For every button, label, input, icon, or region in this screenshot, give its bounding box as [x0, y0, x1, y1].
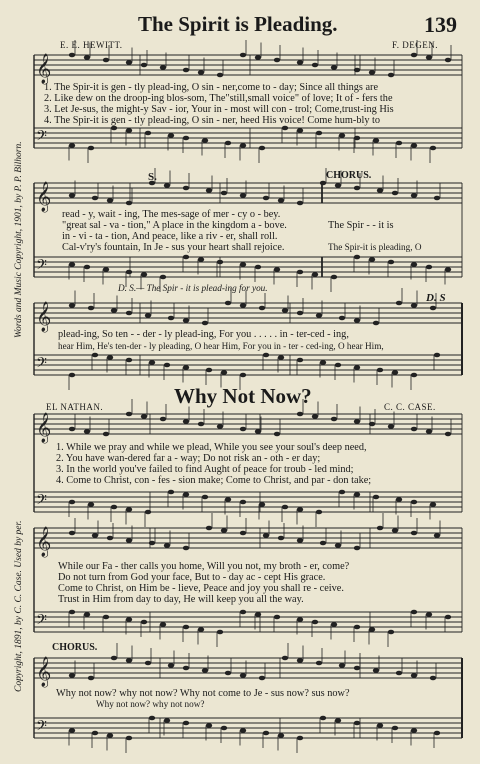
- notehead: [331, 65, 337, 70]
- notehead: [164, 543, 170, 548]
- notehead: [145, 661, 151, 666]
- notehead: [396, 301, 402, 306]
- notehead: [331, 622, 337, 627]
- notehead: [202, 321, 208, 326]
- notehead: [221, 191, 227, 196]
- notehead: [126, 358, 132, 363]
- notehead: [240, 728, 246, 733]
- staff-h1-s1-treble: [34, 55, 462, 75]
- staff-h2-s1-treble: [34, 414, 462, 434]
- notehead: [160, 622, 166, 627]
- notehead: [377, 368, 383, 373]
- hymn-2-composer: C. C. CASE.: [384, 402, 436, 412]
- notehead: [126, 538, 132, 543]
- notehead: [126, 270, 132, 275]
- notehead: [392, 191, 398, 196]
- treble-clef-icon: 𝄞: [36, 657, 52, 687]
- notehead: [198, 257, 204, 262]
- h1-chorus-line-b: The Spir-it is pleading, O: [328, 242, 422, 252]
- notehead: [206, 526, 212, 531]
- notehead: [297, 270, 303, 275]
- h1-s1-verse-2: 2. Like dew on the droop-ing blos-som, The"still,small voice" of love; It of - fers the: [44, 93, 393, 104]
- notehead: [255, 429, 261, 434]
- bass-clef-icon: 𝄢: [36, 718, 47, 738]
- notehead: [339, 133, 345, 138]
- notehead: [240, 531, 246, 536]
- notehead: [255, 612, 261, 617]
- notehead: [297, 60, 303, 65]
- h1-s2-verse-4: Cal-v'ry's fountain, In Je - sus your heart shall rejoice.: [62, 242, 285, 253]
- notehead: [316, 313, 322, 318]
- h1-s3-line-1: plead-ing, So ten - - der - ly plead-ing, For you . . . . . in - ter-ced - ing,: [58, 329, 349, 340]
- h1-chorus-label: CHORUS.: [326, 170, 372, 181]
- notehead: [282, 126, 288, 131]
- notehead: [388, 260, 394, 265]
- notehead: [168, 663, 174, 668]
- notehead: [434, 196, 440, 201]
- notehead: [335, 363, 341, 368]
- notehead: [221, 726, 227, 731]
- notehead: [206, 368, 212, 373]
- notehead: [434, 731, 440, 736]
- notehead: [164, 183, 170, 188]
- notehead: [411, 500, 417, 505]
- notehead: [388, 73, 394, 78]
- notehead: [111, 308, 117, 313]
- notehead: [183, 186, 189, 191]
- notehead: [278, 355, 284, 360]
- notehead: [111, 505, 117, 510]
- notehead: [183, 136, 189, 141]
- notehead: [107, 536, 113, 541]
- notehead: [316, 661, 322, 666]
- notehead: [183, 419, 189, 424]
- bass-clef-icon: 𝄢: [36, 492, 47, 512]
- notehead: [278, 733, 284, 738]
- notehead: [445, 615, 451, 620]
- h1-s1-verse-3: 3. Let Je-sus, the might-y Sav - ior, Your in - most will con - trol; Come,trust-ing His: [44, 104, 394, 115]
- notehead: [240, 262, 246, 267]
- notehead: [240, 53, 246, 58]
- treble-clef-icon: 𝄞: [36, 54, 52, 84]
- notehead: [426, 612, 432, 617]
- notehead: [103, 267, 109, 272]
- notehead: [335, 718, 341, 723]
- notehead: [141, 63, 147, 68]
- notehead: [259, 146, 265, 151]
- hymn-2-lyricist: EL NATHAN.: [46, 402, 104, 412]
- notehead: [69, 531, 75, 536]
- notehead: [297, 658, 303, 663]
- notehead: [126, 128, 132, 133]
- notehead: [297, 128, 303, 133]
- notehead: [259, 676, 265, 681]
- notehead: [160, 417, 166, 422]
- notehead: [263, 353, 269, 358]
- notehead: [103, 432, 109, 437]
- notehead: [411, 610, 417, 615]
- notehead: [411, 262, 417, 267]
- notehead: [430, 306, 436, 311]
- notehead: [240, 373, 246, 378]
- notehead: [126, 736, 132, 741]
- h1-s-mark: S.: [148, 171, 157, 183]
- h2-chorus-label: CHORUS.: [52, 642, 98, 653]
- notehead: [369, 422, 375, 427]
- notehead: [141, 414, 147, 419]
- notehead: [217, 630, 223, 635]
- notehead: [335, 183, 341, 188]
- notehead: [126, 658, 132, 663]
- notehead: [274, 267, 280, 272]
- notehead: [168, 490, 174, 495]
- notehead: [411, 673, 417, 678]
- notehead: [84, 265, 90, 270]
- notehead: [426, 429, 432, 434]
- notehead: [430, 676, 436, 681]
- notehead: [373, 321, 379, 326]
- notehead: [126, 507, 132, 512]
- notehead: [312, 620, 318, 625]
- notehead: [126, 617, 132, 622]
- notehead: [354, 136, 360, 141]
- notehead: [282, 505, 288, 510]
- notehead: [217, 424, 223, 429]
- notehead: [221, 370, 227, 375]
- notehead: [445, 432, 451, 437]
- notehead: [278, 198, 284, 203]
- notehead: [259, 502, 265, 507]
- treble-clef-icon: 𝄞: [36, 182, 52, 212]
- notehead: [392, 528, 398, 533]
- notehead: [69, 728, 75, 733]
- notehead: [388, 424, 394, 429]
- notehead: [354, 492, 360, 497]
- notehead: [126, 412, 132, 417]
- notehead: [69, 427, 75, 432]
- notehead: [240, 303, 246, 308]
- notehead: [369, 70, 375, 75]
- notehead: [411, 143, 417, 148]
- notehead: [297, 201, 303, 206]
- notehead: [339, 663, 345, 668]
- notehead: [145, 313, 151, 318]
- notehead: [331, 275, 337, 280]
- h2-s1-verse-3: 3. In the world you've failed to find Aught of peace for troub - led mind;: [56, 464, 354, 475]
- bass-clef-icon: 𝄢: [36, 128, 47, 148]
- notehead: [411, 193, 417, 198]
- notehead: [183, 365, 189, 370]
- notehead: [88, 676, 94, 681]
- notehead: [263, 196, 269, 201]
- notehead: [111, 656, 117, 661]
- notehead: [198, 627, 204, 632]
- notehead: [225, 497, 231, 502]
- notehead: [316, 131, 322, 136]
- notehead: [126, 201, 132, 206]
- notehead: [107, 355, 113, 360]
- h1-chorus-line-a: The Spir - - it is: [328, 220, 394, 231]
- notehead: [225, 141, 231, 146]
- staff-h1-s2-bass: [34, 257, 462, 277]
- notehead: [69, 673, 75, 678]
- notehead: [411, 728, 417, 733]
- notehead: [354, 546, 360, 551]
- notehead: [411, 303, 417, 308]
- notehead: [434, 353, 440, 358]
- h1-s2-verse-3: in - vi - ta - tion, And peace, like a riv - er, shall roll.: [62, 231, 278, 242]
- notehead: [259, 306, 265, 311]
- notehead: [225, 301, 231, 306]
- notehead: [69, 262, 75, 267]
- notehead: [202, 138, 208, 143]
- notehead: [388, 630, 394, 635]
- h1-s1-verse-1: 1. The Spir-it is gen - tly plead-ing, O sin - ner,come to - day; Since all things are: [44, 82, 379, 93]
- notehead: [111, 126, 117, 131]
- notehead: [297, 412, 303, 417]
- h2-chorus-line-1: Why not now? why not now? Why not come to Je - sus now? sus now?: [56, 688, 350, 699]
- notehead: [107, 198, 113, 203]
- notehead: [354, 625, 360, 630]
- notehead: [278, 536, 284, 541]
- notehead: [392, 370, 398, 375]
- h1-ds-note: D. S.— The Spir - it is plead-ing for you.: [118, 283, 268, 293]
- notehead: [126, 311, 132, 316]
- staff-h2-s1-bass: [34, 492, 462, 512]
- notehead: [217, 73, 223, 78]
- h2-s1-verse-4: 4. Come to Christ, con - fes - sion make; Come to Christ, and par - don take;: [56, 475, 372, 486]
- notehead: [69, 143, 75, 148]
- h1-ds-mark: D. S: [426, 292, 446, 304]
- notehead: [354, 255, 360, 260]
- notehead: [430, 502, 436, 507]
- notehead: [373, 138, 379, 143]
- page-number: 139: [424, 12, 457, 37]
- notehead: [354, 365, 360, 370]
- hymn-2-title: Why Not Now?: [174, 384, 312, 408]
- notehead: [369, 627, 375, 632]
- h1-s2-verse-1: read - y, wait - ing, The mes-sage of mer - cy o - bey.: [62, 209, 281, 220]
- notehead: [183, 255, 189, 260]
- h2-chorus-line-2: Why not now? why not now?: [96, 699, 205, 709]
- notehead: [206, 188, 212, 193]
- notehead: [92, 731, 98, 736]
- treble-clef-icon: 𝄞: [36, 413, 52, 443]
- notehead: [84, 55, 90, 60]
- notehead: [240, 500, 246, 505]
- side-copyright-1: Words and Music Copyright, 1901, by P. P. Bilhorn.: [14, 141, 24, 338]
- notehead: [164, 363, 170, 368]
- notehead: [202, 668, 208, 673]
- h2-s1-verse-2: 2. You have wan-dered far a - way; Do not risk an - oth - er day;: [56, 453, 321, 464]
- notehead: [320, 541, 326, 546]
- notehead: [282, 656, 288, 661]
- notehead: [426, 265, 432, 270]
- notehead: [92, 196, 98, 201]
- notehead: [69, 610, 75, 615]
- notehead: [297, 507, 303, 512]
- notehead: [88, 306, 94, 311]
- bass-clef-icon: 𝄢: [36, 612, 47, 632]
- notehead: [297, 617, 303, 622]
- notehead: [202, 495, 208, 500]
- notehead: [339, 316, 345, 321]
- notehead: [240, 610, 246, 615]
- notehead: [274, 615, 280, 620]
- notehead: [84, 612, 90, 617]
- notehead: [396, 671, 402, 676]
- notehead: [331, 417, 337, 422]
- notehead: [141, 620, 147, 625]
- h1-s1-verse-4: 4. The Spir-it is gen - tly plead-ing, O sin - ner, heed His voice! Come hum-bly to: [44, 115, 381, 126]
- notehead: [255, 265, 261, 270]
- notehead: [88, 502, 94, 507]
- notehead: [92, 533, 98, 538]
- notehead: [377, 188, 383, 193]
- h2-s2-verse-2: Do not turn from God your face, But to - day ac - cept His grace.: [58, 572, 326, 583]
- notehead: [168, 316, 174, 321]
- notehead: [221, 528, 227, 533]
- notehead: [320, 716, 326, 721]
- treble-clef-icon: 𝄞: [36, 302, 52, 332]
- notehead: [198, 422, 204, 427]
- notehead: [149, 360, 155, 365]
- notehead: [240, 427, 246, 432]
- notehead: [183, 625, 189, 630]
- side-copyright-2: Copyright, 1891, by C. C. Case. Used by per.: [14, 520, 24, 692]
- notehead: [160, 65, 166, 70]
- h1-s2-verse-2: "great sal - va - tion," A place in the kingdom a - bove.: [62, 220, 287, 231]
- notehead: [103, 58, 109, 63]
- notehead: [240, 193, 246, 198]
- notehead: [240, 673, 246, 678]
- notehead: [445, 267, 451, 272]
- notehead: [141, 272, 147, 277]
- notehead: [316, 510, 322, 515]
- notehead: [430, 146, 436, 151]
- notehead: [160, 275, 166, 280]
- notehead: [354, 666, 360, 671]
- notehead: [183, 68, 189, 73]
- notehead: [69, 500, 75, 505]
- notehead: [145, 131, 151, 136]
- bass-clef-icon: 𝄢: [36, 355, 47, 375]
- notehead: [297, 311, 303, 316]
- notehead: [373, 668, 379, 673]
- notehead: [274, 58, 280, 63]
- h2-s2-verse-4: Trust in Him from day to day, He will keep you all the way.: [58, 594, 304, 605]
- notehead: [392, 726, 398, 731]
- notehead: [354, 68, 360, 73]
- notehead: [297, 358, 303, 363]
- notehead: [426, 55, 432, 60]
- notehead: [69, 53, 75, 58]
- notehead: [255, 55, 261, 60]
- hymn-1-composer: F. DEGEN.: [392, 40, 439, 50]
- notehead: [411, 53, 417, 58]
- notehead: [396, 141, 402, 146]
- notehead: [320, 181, 326, 186]
- hymn-1-title: The Spirit is Pleading.: [138, 12, 338, 36]
- notehead: [274, 432, 280, 437]
- notehead: [92, 353, 98, 358]
- notehead: [411, 531, 417, 536]
- notehead: [149, 716, 155, 721]
- notehead: [107, 733, 113, 738]
- notehead: [164, 718, 170, 723]
- h2-s2-verse-3: Come to Christ, on Him be - lieve, Peace and joy you shall re - ceive.: [58, 583, 344, 594]
- notehead: [240, 143, 246, 148]
- notehead: [103, 615, 109, 620]
- notehead: [354, 318, 360, 323]
- notehead: [297, 736, 303, 741]
- notehead: [335, 543, 341, 548]
- notehead: [377, 526, 383, 531]
- notehead: [225, 671, 231, 676]
- notehead: [312, 272, 318, 277]
- notehead: [373, 495, 379, 500]
- notehead: [84, 429, 90, 434]
- hymn-1-lyricist: E. E. HEWITT.: [60, 40, 123, 50]
- notehead: [320, 360, 326, 365]
- notehead: [217, 260, 223, 265]
- notehead: [339, 490, 345, 495]
- notehead: [434, 533, 440, 538]
- bass-clef-icon: 𝄢: [36, 257, 47, 277]
- notehead: [396, 497, 402, 502]
- h1-s3-line-2: hear Him, He's ten-der - ly pleading, O hear Him, For you in - ter - ced-ing, O hear Him,: [58, 341, 384, 351]
- notehead: [312, 414, 318, 419]
- notehead: [69, 303, 75, 308]
- notehead: [354, 186, 360, 191]
- notehead: [183, 666, 189, 671]
- notehead: [183, 492, 189, 497]
- notehead: [183, 546, 189, 551]
- notehead: [183, 318, 189, 323]
- notehead: [126, 60, 132, 65]
- notehead: [312, 63, 318, 68]
- notehead: [263, 533, 269, 538]
- notehead: [263, 731, 269, 736]
- notehead: [297, 538, 303, 543]
- notehead: [69, 193, 75, 198]
- staff-h1-s3-treble: [34, 303, 462, 323]
- notehead: [206, 723, 212, 728]
- notehead: [411, 427, 417, 432]
- notehead: [88, 146, 94, 151]
- notehead: [145, 510, 151, 515]
- notehead: [282, 308, 288, 313]
- notehead: [198, 70, 204, 75]
- notehead: [411, 373, 417, 378]
- notehead: [369, 257, 375, 262]
- notehead: [168, 133, 174, 138]
- notehead: [354, 419, 360, 424]
- h2-s1-verse-1: 1. While we pray and while we plead, While you see your soul's deep need,: [56, 442, 367, 453]
- h2-s2-verse-1: While our Fa - ther calls you home, Will you not, my broth - er, come?: [58, 561, 350, 572]
- notehead: [69, 373, 75, 378]
- notehead: [149, 541, 155, 546]
- notehead: [445, 58, 451, 63]
- treble-clef-icon: 𝄞: [36, 527, 52, 557]
- notehead: [183, 721, 189, 726]
- notehead: [354, 721, 360, 726]
- notehead: [377, 723, 383, 728]
- staff-h2-s2-bass: [34, 612, 462, 632]
